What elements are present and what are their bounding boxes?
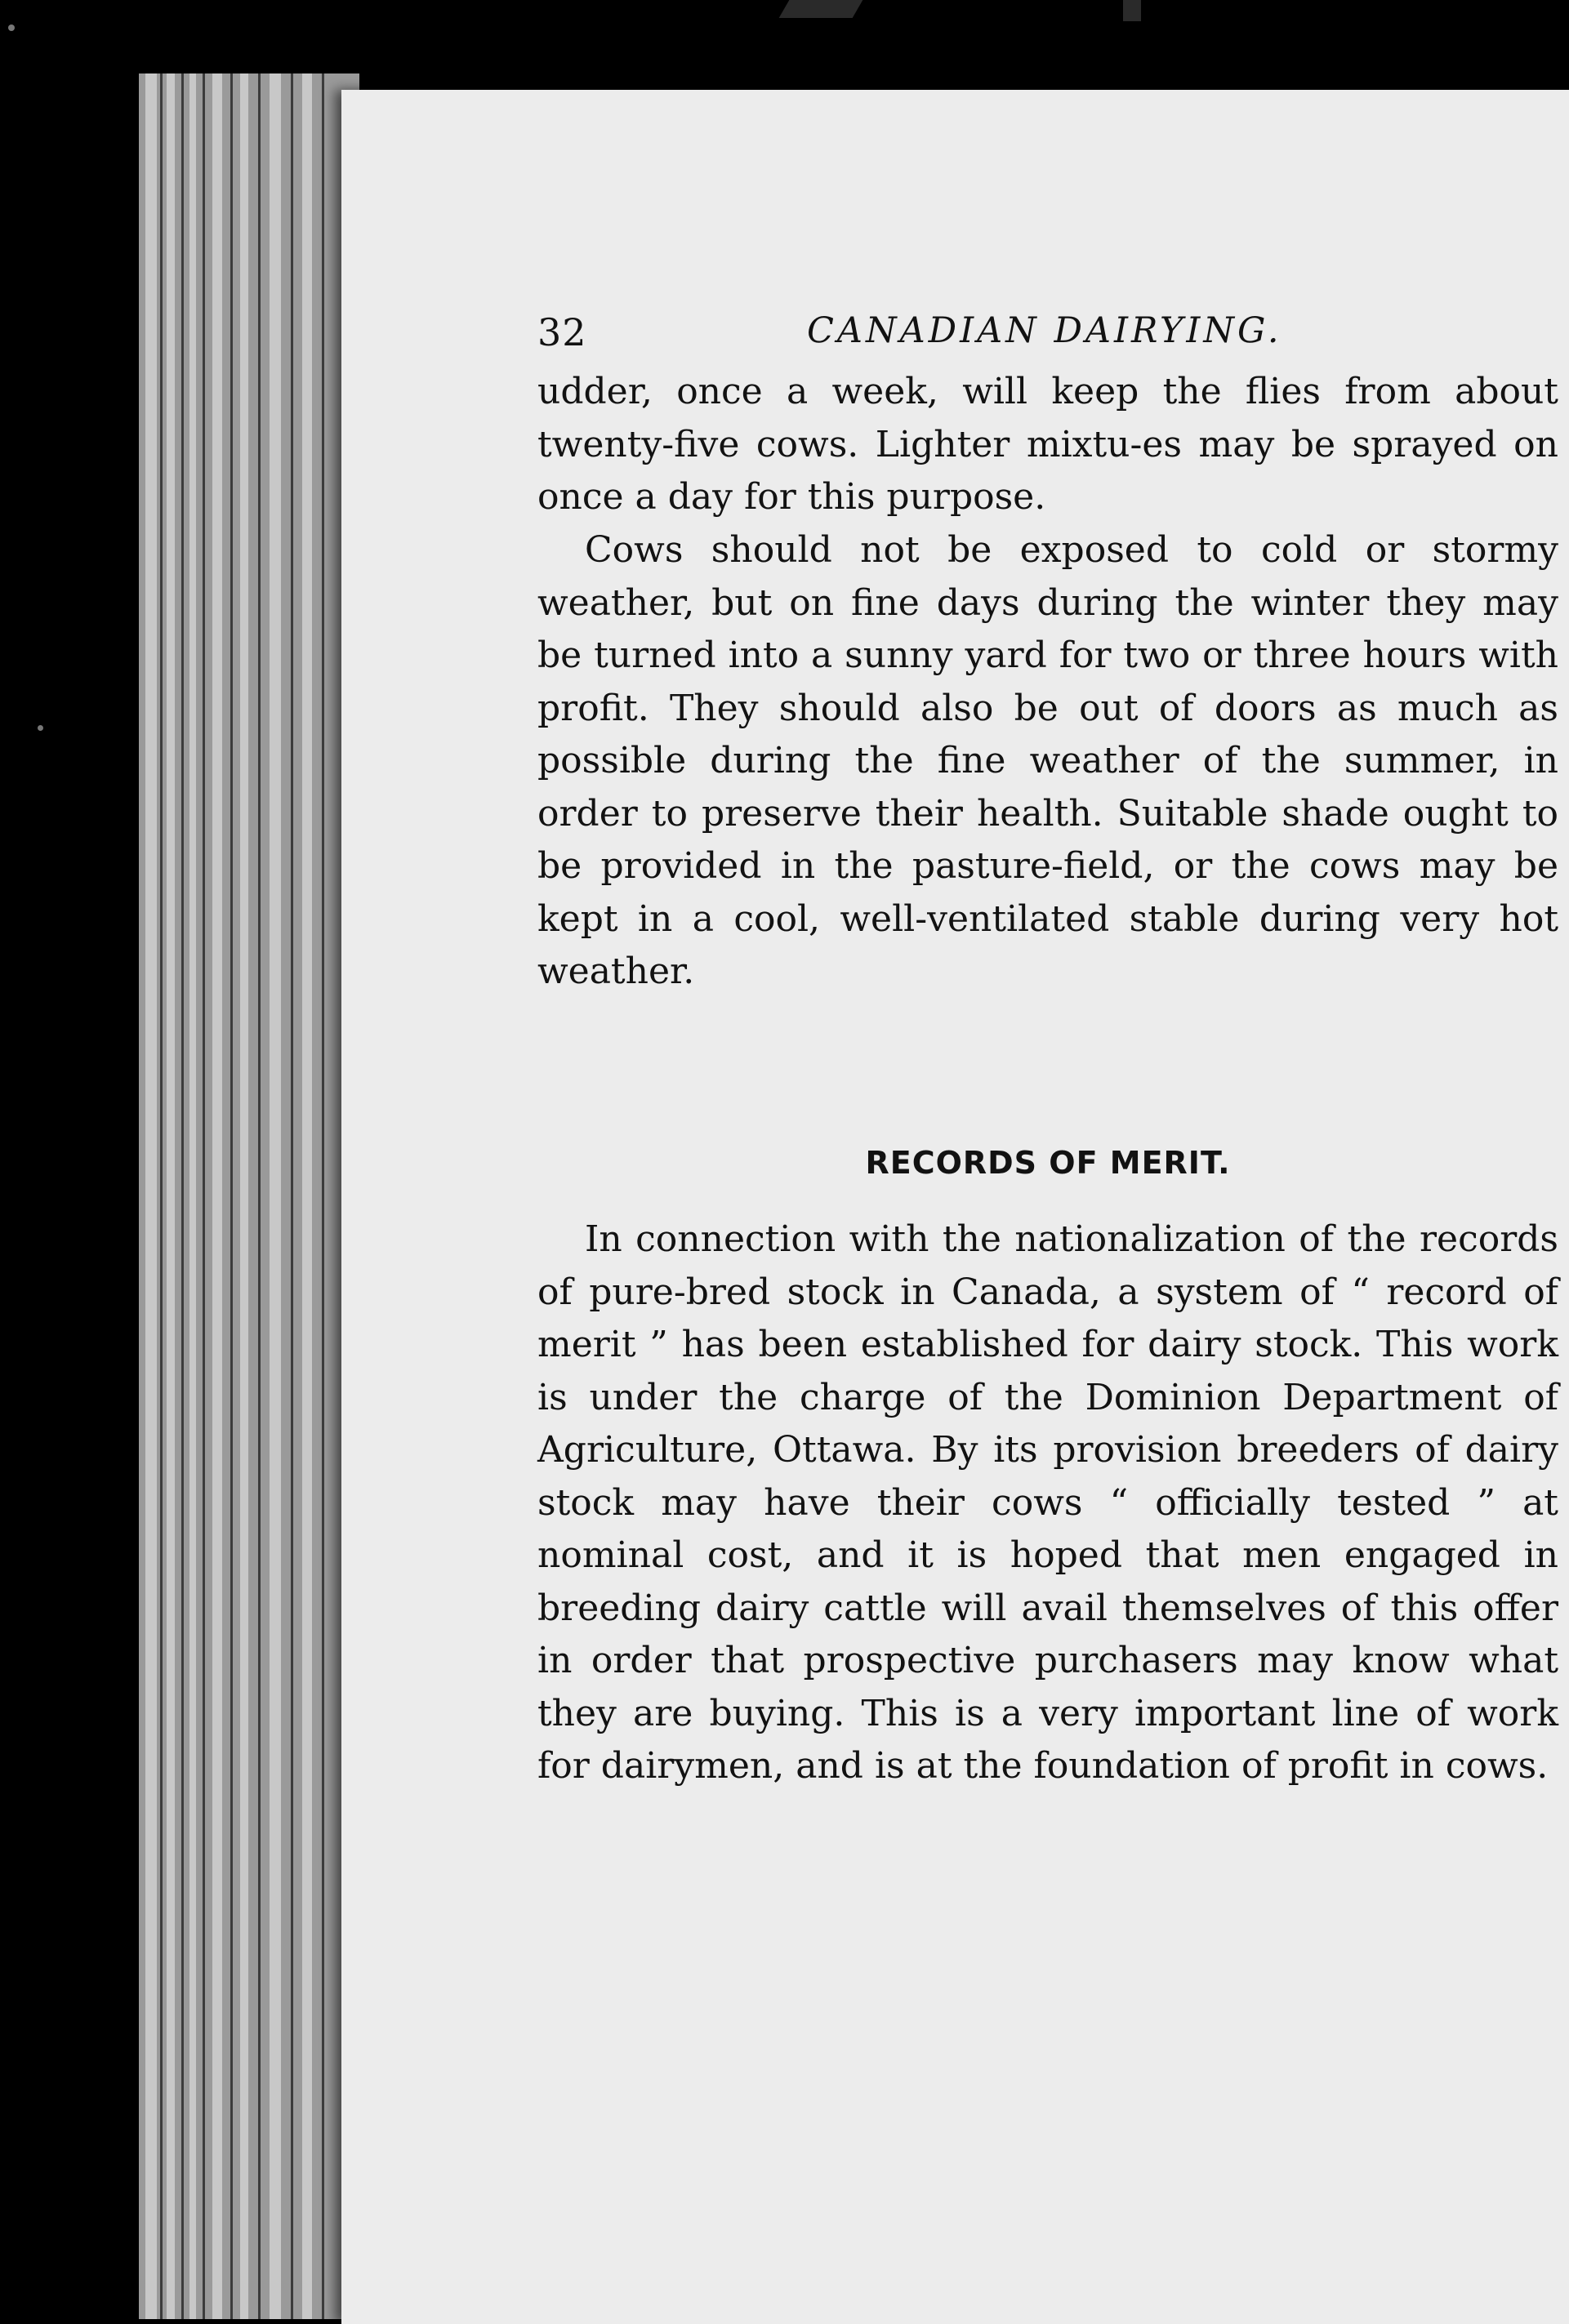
paragraph-continued: udder, once a week, will keep the flies from about twenty-five cows. Lighter mixtu-es may be sprayed on once a day for this purpose. [537,371,1558,518]
section-heading: RECORDS OF MERIT. [865,1145,1231,1181]
book-page [341,90,1569,2324]
scan-artifact [8,24,15,31]
page-number: 32 [537,310,587,354]
page-edges [139,73,359,2319]
running-title: CANADIAN DAIRYING. [807,310,1282,351]
paragraph-records-of-merit: In connection with the nationalization of the records of pure-bred stock in Canada, a system of “ record of merit ” has been established for dairy stock. This work is under the charge of the Dominion Department of Agriculture, Ottawa. By its provision breeders of dairy stock may have their cows “ officially tested ” at nominal cost, and it is hoped that men engaged in breeding dairy cattle will avail themselves of this offer in order that prospective purchasers may know what they are buying. This is a very important line of work for dairymen, and is at the foundation of profit in cows. [537,1218,1558,1787]
scan-artifact [1123,0,1141,21]
scan-artifact [38,725,43,731]
scan-artifact [779,0,863,18]
paragraph-cows-weather: Cows should not be exposed to cold or stormy weather, but on fine days during the winter they may be turned into a sunny yard for two or three hours with profit. They should also be out of doors as much as possible during the fine weather of the summer, in order to preserve their health. Suitable shade ought to be provided in the pasture-field, or the cows may be kept in a cool, well-ventilated stable during very hot weather. [537,529,1558,992]
